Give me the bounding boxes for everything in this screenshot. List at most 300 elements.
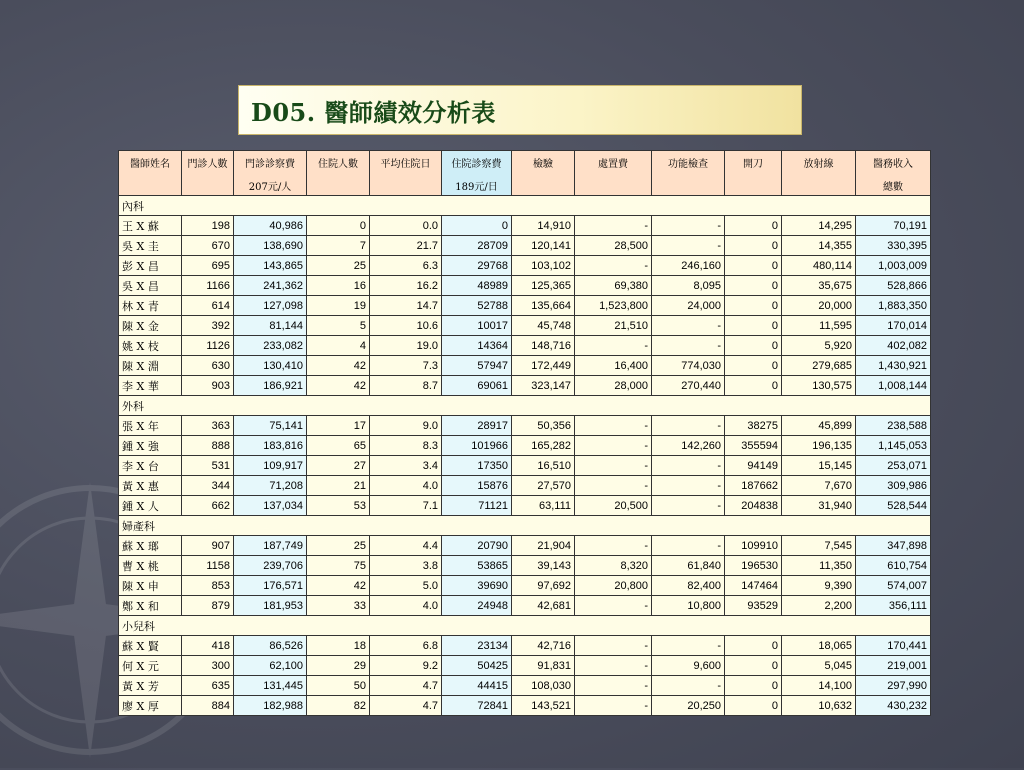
section-label: 婦產科 [119, 516, 931, 536]
value-cell: 16,510 [512, 456, 575, 476]
table-row [119, 296, 931, 316]
value-cell: 20,000 [782, 296, 856, 316]
value-cell: 15,145 [782, 456, 856, 476]
value-cell: 50 [307, 676, 370, 696]
value-cell: 196530 [725, 556, 782, 576]
table-row [119, 376, 931, 396]
value-cell: 24,000 [652, 296, 725, 316]
column-header [512, 151, 575, 196]
column-header-label: 放射線 [803, 159, 834, 170]
value-cell: 884 [182, 696, 234, 716]
table-row [119, 316, 931, 336]
value-cell: 19.0 [370, 336, 442, 356]
doctor-name-cell: 張 X 年 [119, 416, 182, 436]
value-cell: - [652, 216, 725, 236]
value-cell: 4.7 [370, 676, 442, 696]
column-header-label: 醫務收入 [873, 159, 913, 170]
value-cell: 75 [307, 556, 370, 576]
value-cell: - [652, 636, 725, 656]
header-row [119, 151, 931, 196]
value-cell: 147464 [725, 576, 782, 596]
value-cell: 21 [307, 476, 370, 496]
doctor-name-cell: 鄭 X 和 [119, 596, 182, 616]
table-row [119, 496, 931, 516]
value-cell: 16.2 [370, 276, 442, 296]
value-cell: 45,899 [782, 416, 856, 436]
value-cell: - [575, 696, 652, 716]
value-cell: 172,449 [512, 356, 575, 376]
value-cell: 57947 [442, 356, 512, 376]
value-cell: 137,034 [234, 496, 307, 516]
value-cell: 71,208 [234, 476, 307, 496]
value-cell: 187,749 [234, 536, 307, 556]
value-cell: 0.0 [370, 216, 442, 236]
doctor-name-cell: 鍾 X 強 [119, 436, 182, 456]
value-cell: 183,816 [234, 436, 307, 456]
value-cell: - [575, 256, 652, 276]
value-cell: 82 [307, 696, 370, 716]
value-cell: 4.0 [370, 596, 442, 616]
value-cell: 11,350 [782, 556, 856, 576]
value-cell: 0 [725, 696, 782, 716]
value-cell: 18,065 [782, 636, 856, 656]
value-cell: 630 [182, 356, 234, 376]
doctor-name-cell: 彭 X 昌 [119, 256, 182, 276]
value-cell: 69061 [442, 376, 512, 396]
value-cell: 176,571 [234, 576, 307, 596]
value-cell: 20,250 [652, 696, 725, 716]
value-cell: 125,365 [512, 276, 575, 296]
table-row [119, 436, 931, 456]
column-header [182, 151, 234, 196]
value-cell: 670 [182, 236, 234, 256]
column-header-label: 門診人數 [187, 159, 228, 170]
value-cell: 21,904 [512, 536, 575, 556]
doctor-name-cell: 林 X 青 [119, 296, 182, 316]
value-cell: 7.1 [370, 496, 442, 516]
table-row [119, 216, 931, 236]
value-cell: 24948 [442, 596, 512, 616]
table-row [119, 696, 931, 716]
doctor-name-cell: 李 X 台 [119, 456, 182, 476]
value-cell: 0 [725, 276, 782, 296]
value-cell: 0 [725, 356, 782, 376]
value-cell: 0 [725, 216, 782, 236]
value-cell: 86,526 [234, 636, 307, 656]
value-cell: 142,260 [652, 436, 725, 456]
slide-title-box [238, 85, 802, 135]
value-cell: 1126 [182, 336, 234, 356]
value-cell: 239,706 [234, 556, 307, 576]
value-cell: 71121 [442, 496, 512, 516]
doctor-name-cell: 李 X 華 [119, 376, 182, 396]
value-cell: 21,510 [575, 316, 652, 336]
value-cell: 15876 [442, 476, 512, 496]
value-cell: 309,986 [856, 476, 931, 496]
value-cell: 4.4 [370, 536, 442, 556]
column-header-label: 平均住院日 [380, 159, 431, 170]
value-cell: 45,748 [512, 316, 575, 336]
value-cell: 165,282 [512, 436, 575, 456]
value-cell: 1166 [182, 276, 234, 296]
doctor-name-cell: 廖 X 厚 [119, 696, 182, 716]
value-cell: 70,191 [856, 216, 931, 236]
value-cell: 109,917 [234, 456, 307, 476]
doctor-name-cell: 曹 X 桃 [119, 556, 182, 576]
value-cell: 61,840 [652, 556, 725, 576]
value-cell: 402,082 [856, 336, 931, 356]
doctor-name-cell: 吳 X 圭 [119, 236, 182, 256]
value-cell: 20790 [442, 536, 512, 556]
value-cell: 187662 [725, 476, 782, 496]
value-cell: 4.7 [370, 696, 442, 716]
value-cell: 1,430,921 [856, 356, 931, 376]
value-cell: 9,600 [652, 656, 725, 676]
table-row [119, 576, 931, 596]
value-cell: 528,866 [856, 276, 931, 296]
value-cell: 53865 [442, 556, 512, 576]
value-cell: 0 [725, 636, 782, 656]
doctor-performance-table [118, 150, 931, 716]
value-cell: - [652, 316, 725, 336]
value-cell: 0 [725, 676, 782, 696]
value-cell: 11,595 [782, 316, 856, 336]
value-cell: 0 [442, 216, 512, 236]
value-cell: 31,940 [782, 496, 856, 516]
value-cell: 108,030 [512, 676, 575, 696]
value-cell: 10,800 [652, 596, 725, 616]
value-cell: - [652, 676, 725, 696]
value-cell: 0 [725, 336, 782, 356]
value-cell: 1,145,053 [856, 436, 931, 456]
doctor-name-cell: 姚 X 枝 [119, 336, 182, 356]
value-cell: 21.7 [370, 236, 442, 256]
value-cell: 138,690 [234, 236, 307, 256]
value-cell: 6.3 [370, 256, 442, 276]
doctor-name-cell: 鍾 X 人 [119, 496, 182, 516]
doctor-name-cell: 王 X 蘇 [119, 216, 182, 236]
column-header-label: 住院診察費 [451, 159, 502, 170]
column-header-sublabel: 207元/人 [248, 182, 292, 193]
value-cell: 10017 [442, 316, 512, 336]
column-header [652, 151, 725, 196]
column-header [856, 151, 931, 196]
value-cell: 97,692 [512, 576, 575, 596]
value-cell: 14,100 [782, 676, 856, 696]
value-cell: 42 [307, 576, 370, 596]
value-cell: 35,675 [782, 276, 856, 296]
value-cell: 241,362 [234, 276, 307, 296]
value-cell: 5,045 [782, 656, 856, 676]
value-cell: - [652, 336, 725, 356]
column-header [782, 151, 856, 196]
value-cell: 0 [725, 256, 782, 276]
value-cell: 75,141 [234, 416, 307, 436]
section-row [119, 616, 931, 636]
value-cell: 418 [182, 636, 234, 656]
doctor-name-cell: 黃 X 惠 [119, 476, 182, 496]
column-header [307, 151, 370, 196]
value-cell: 8,320 [575, 556, 652, 576]
value-cell: 2,200 [782, 596, 856, 616]
value-cell: - [575, 636, 652, 656]
value-cell: 8,095 [652, 276, 725, 296]
value-cell: 17 [307, 416, 370, 436]
value-cell: 17350 [442, 456, 512, 476]
value-cell: 143,521 [512, 696, 575, 716]
value-cell: 52788 [442, 296, 512, 316]
value-cell: 170,441 [856, 636, 931, 656]
value-cell: 170,014 [856, 316, 931, 336]
value-cell: - [575, 536, 652, 556]
table-row [119, 676, 931, 696]
value-cell: 4.0 [370, 476, 442, 496]
value-cell: 135,664 [512, 296, 575, 316]
section-label: 內科 [119, 196, 931, 216]
value-cell: 127,098 [234, 296, 307, 316]
value-cell: 14.7 [370, 296, 442, 316]
value-cell: 148,716 [512, 336, 575, 356]
value-cell: 879 [182, 596, 234, 616]
slide-title: D05. 醫師績效分析表 [251, 97, 496, 127]
value-cell: 5 [307, 316, 370, 336]
doctor-name-cell: 吳 X 昌 [119, 276, 182, 296]
doctor-name-cell: 何 X 元 [119, 656, 182, 676]
value-cell: - [652, 536, 725, 556]
doctor-name-cell: 蘇 X 瑯 [119, 536, 182, 556]
column-header [442, 151, 512, 196]
value-cell: 7.3 [370, 356, 442, 376]
value-cell: 9,390 [782, 576, 856, 596]
value-cell: 614 [182, 296, 234, 316]
value-cell: 7 [307, 236, 370, 256]
doctor-name-cell: 黃 X 芳 [119, 676, 182, 696]
column-header [370, 151, 442, 196]
table-row [119, 656, 931, 676]
table-row [119, 536, 931, 556]
value-cell: 610,754 [856, 556, 931, 576]
value-cell: 279,685 [782, 356, 856, 376]
value-cell: 531 [182, 456, 234, 476]
value-cell: 5.0 [370, 576, 442, 596]
column-header-sublabel: 189元/日 [455, 182, 498, 193]
value-cell: - [575, 676, 652, 696]
table-row [119, 476, 931, 496]
value-cell: 246,160 [652, 256, 725, 276]
value-cell: 181,953 [234, 596, 307, 616]
value-cell: 238,588 [856, 416, 931, 436]
value-cell: 4 [307, 336, 370, 356]
table-row [119, 256, 931, 276]
doctor-name-cell: 陳 X 申 [119, 576, 182, 596]
table-row [119, 336, 931, 356]
value-cell: 695 [182, 256, 234, 276]
value-cell: 10.6 [370, 316, 442, 336]
value-cell: 65 [307, 436, 370, 456]
section-row [119, 396, 931, 416]
section-row [119, 516, 931, 536]
value-cell: 19 [307, 296, 370, 316]
value-cell: 9.0 [370, 416, 442, 436]
value-cell: - [575, 596, 652, 616]
value-cell: 635 [182, 676, 234, 696]
value-cell: - [575, 456, 652, 476]
value-cell: 14,295 [782, 216, 856, 236]
value-cell: 6.8 [370, 636, 442, 656]
value-cell: 1158 [182, 556, 234, 576]
value-cell: 430,232 [856, 696, 931, 716]
column-header-label: 處置費 [598, 159, 628, 170]
value-cell: 50425 [442, 656, 512, 676]
value-cell: 907 [182, 536, 234, 556]
value-cell: 8.7 [370, 376, 442, 396]
value-cell: 91,831 [512, 656, 575, 676]
value-cell: 20,800 [575, 576, 652, 596]
doctor-name-cell: 蘇 X 賢 [119, 636, 182, 656]
column-header-label: 門診診察費 [245, 159, 295, 170]
column-header [575, 151, 652, 196]
value-cell: 3.8 [370, 556, 442, 576]
value-cell: 297,990 [856, 676, 931, 696]
value-cell: 131,445 [234, 676, 307, 696]
section-label: 小兒科 [119, 616, 931, 636]
value-cell: 29 [307, 656, 370, 676]
column-header-label: 功能檢查 [668, 159, 708, 170]
value-cell: 774,030 [652, 356, 725, 376]
value-cell: 9.2 [370, 656, 442, 676]
value-cell: 270,440 [652, 376, 725, 396]
value-cell: 27,570 [512, 476, 575, 496]
value-cell: 69,380 [575, 276, 652, 296]
value-cell: 0 [725, 296, 782, 316]
value-cell: 40,986 [234, 216, 307, 236]
value-cell: 42,716 [512, 636, 575, 656]
value-cell: 94149 [725, 456, 782, 476]
value-cell: 120,141 [512, 236, 575, 256]
value-cell: 323,147 [512, 376, 575, 396]
value-cell: 14,910 [512, 216, 575, 236]
value-cell: - [575, 336, 652, 356]
value-cell: 130,575 [782, 376, 856, 396]
value-cell: 82,400 [652, 576, 725, 596]
value-cell: - [652, 496, 725, 516]
value-cell: 103,102 [512, 256, 575, 276]
value-cell: 8.3 [370, 436, 442, 456]
table-row [119, 636, 931, 656]
column-header-label: 住院人數 [318, 159, 358, 170]
value-cell: 198 [182, 216, 234, 236]
value-cell: 23134 [442, 636, 512, 656]
value-cell: - [575, 216, 652, 236]
value-cell: 50,356 [512, 416, 575, 436]
value-cell: 5,920 [782, 336, 856, 356]
value-cell: 7,545 [782, 536, 856, 556]
value-cell: 25 [307, 536, 370, 556]
table-row [119, 236, 931, 256]
column-header [119, 151, 182, 196]
value-cell: - [652, 456, 725, 476]
column-header-label: 開刀 [743, 159, 763, 170]
column-header-label: 醫師姓名 [130, 159, 170, 170]
value-cell: 853 [182, 576, 234, 596]
value-cell: 27 [307, 456, 370, 476]
value-cell: 28709 [442, 236, 512, 256]
section-label: 外科 [119, 396, 931, 416]
value-cell: 7,670 [782, 476, 856, 496]
table-row [119, 456, 931, 476]
value-cell: 0 [725, 376, 782, 396]
value-cell: 42 [307, 376, 370, 396]
value-cell: 662 [182, 496, 234, 516]
value-cell: 18 [307, 636, 370, 656]
value-cell: 888 [182, 436, 234, 456]
value-cell: 0 [725, 316, 782, 336]
value-cell: 63,111 [512, 496, 575, 516]
value-cell: 0 [725, 236, 782, 256]
value-cell: 93529 [725, 596, 782, 616]
value-cell: - [652, 416, 725, 436]
table-row [119, 556, 931, 576]
value-cell: 233,082 [234, 336, 307, 356]
value-cell: 0 [307, 216, 370, 236]
table-row [119, 356, 931, 376]
value-cell: 42 [307, 356, 370, 376]
value-cell: 186,921 [234, 376, 307, 396]
table-body [119, 196, 931, 716]
value-cell: 3.4 [370, 456, 442, 476]
value-cell: - [575, 436, 652, 456]
value-cell: 101966 [442, 436, 512, 456]
value-cell: 300 [182, 656, 234, 676]
value-cell: 196,135 [782, 436, 856, 456]
value-cell: 344 [182, 476, 234, 496]
table-row [119, 596, 931, 616]
value-cell: 39690 [442, 576, 512, 596]
value-cell: 903 [182, 376, 234, 396]
value-cell: 14,355 [782, 236, 856, 256]
value-cell: 1,008,144 [856, 376, 931, 396]
value-cell: 574,007 [856, 576, 931, 596]
value-cell: 109910 [725, 536, 782, 556]
value-cell: 182,988 [234, 696, 307, 716]
doctor-name-cell: 陳 X 淵 [119, 356, 182, 376]
value-cell: 44415 [442, 676, 512, 696]
value-cell: 53 [307, 496, 370, 516]
value-cell: 1,523,800 [575, 296, 652, 316]
value-cell: - [575, 476, 652, 496]
value-cell: 143,865 [234, 256, 307, 276]
value-cell: 10,632 [782, 696, 856, 716]
value-cell: 62,100 [234, 656, 307, 676]
value-cell: 42,681 [512, 596, 575, 616]
value-cell: 204838 [725, 496, 782, 516]
value-cell: 355594 [725, 436, 782, 456]
value-cell: 28917 [442, 416, 512, 436]
value-cell: 72841 [442, 696, 512, 716]
value-cell: 81,144 [234, 316, 307, 336]
value-cell: 16 [307, 276, 370, 296]
column-header [725, 151, 782, 196]
value-cell: 48989 [442, 276, 512, 296]
value-cell: 130,410 [234, 356, 307, 376]
column-header-label: 檢驗 [533, 159, 553, 170]
value-cell: 356,111 [856, 596, 931, 616]
value-cell: 253,071 [856, 456, 931, 476]
value-cell: 330,395 [856, 236, 931, 256]
column-header-sublabel: 總數 [883, 182, 903, 193]
value-cell: - [575, 656, 652, 676]
value-cell: 363 [182, 416, 234, 436]
